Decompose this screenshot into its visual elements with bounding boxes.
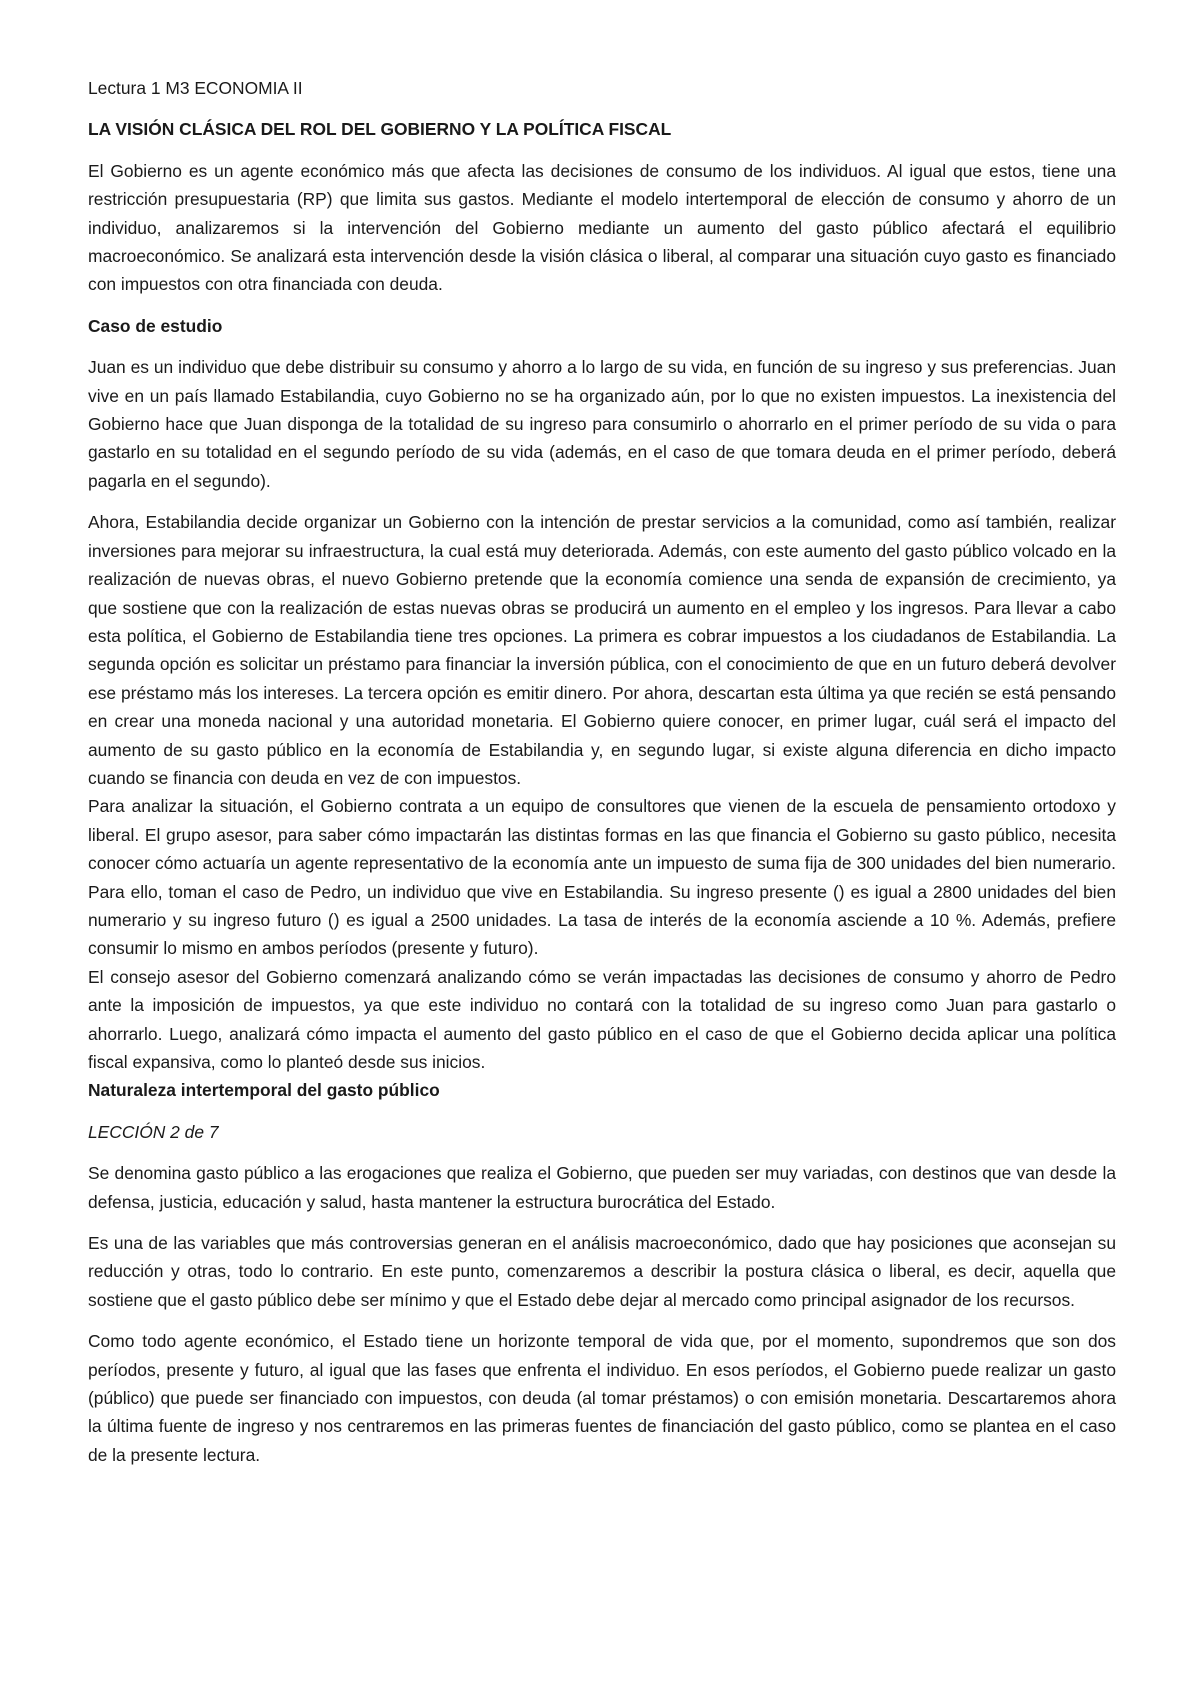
case-study-paragraph-4: El consejo asesor del Gobierno comenzará analizando cómo se verán impactadas las decisiones de consumo y ahorro de Pedro ante la imposición de impuestos, ya que este individuo no contará con la totalidad de su ingreso como Juan para gastarlo o ahorrarlo. Luego, analizará cómo impacta el aumento del gasto público en el caso de que el Gobierno decida aplicar una política fiscal expansiva, como lo planteó desde sus inicios. [88,966,1116,1072]
intertemporal-paragraph-1: Se denomina gasto público a las erogaciones que realiza el Gobierno, que pueden ser muy variadas, con destinos que van desde la defensa, justicia, educación y salud, hasta mantener la estructura burocrática del Estado. [88,1163,1116,1212]
document-body [88,74,1116,1482]
intro-paragraph: El Gobierno es un agente económico más que afecta las decisiones de consumo de los individuos. Al igual que estos, tiene una restricción presupuestaria (RP) que limita sus gastos. Mediante el modelo intertemporal de elección de consumo y ahorro de un individuo, analizaremos si la intervención del Gobierno mediante un aumento del gasto público afectará el equilibrio macroeconómico. Se analizará esta intervención desde la visión clásica o liberal, al comparar una situación cuyo gasto es financiado con impuestos con otra financiada con deuda. [88,160,1116,295]
intertemporal-paragraph-2: Es una de las variables que más controversias generan en el análisis macroeconómico, dado que hay posiciones que aconsejan su reducción y otras, todo lo contrario. En este punto, comenzaremos a describir la postura clásica o liberal, es decir, aquella que sostiene que el gasto público debe ser mínimo y que el Estado debe dejar al mercado como principal asignador de los recursos. [88,1233,1116,1310]
lesson-label: LECCIÓN 2 de 7 [88,1121,219,1142]
case-study-paragraph-3: Para analizar la situación, el Gobierno contrata a un equipo de consultores que vienen de la escuela de pensamiento ortodoxo y liberal. El grupo asesor, para saber cómo impactarán las distintas formas en las que financia el Gobierno su gasto público, necesita conocer cómo actuaría un agente representativo de la economía ante un impuesto de suma fija de 300 unidades del bien numerario. Para ello, toman el caso de Pedro, un individuo que vive en Estabilandia. Su ingreso presente () es igual a 2800 unidades del bien numerario y su ingreso futuro () es igual a 2500 unidades. La tasa de interés de la economía asciende a 10 %. Además, prefiere consumir lo mismo en ambos períodos (presente y futuro). [88,796,1116,959]
document-title: LA VISIÓN CLÁSICA DEL ROL DEL GOBIERNO Y LA POLÍTICA FISCAL [88,119,672,140]
course-line: Lectura 1 M3 ECONOMIA II [88,78,303,98]
case-study-heading: Caso de estudio [88,315,223,336]
case-study-paragraph-2: Ahora, Estabilandia decide organizar un Gobierno con la intención de prestar servicios a la comunidad, como así también, realizar inversiones para mejorar su infraestructura, la cual está muy deteriorada. Además, con este aumento del gasto público volcado en la realización de nuevas obras, el nuevo Gobierno pretende que la economía comience una senda de expansión de crecimiento, ya que sostiene que con la realización de estas nuevas obras se producirá un aumento en el empleo y los ingresos. Para llevar a cabo esta política, el Gobierno de Estabilandia tiene tres opciones. La primera es cobrar impuestos a los ciudadanos de Estabilandia. La segunda opción es solicitar un préstamo para financiar la inversión pública, con el conocimiento de que en un futuro deberá devolver ese préstamo más los intereses. La tercera opción es emitir dinero. Por ahora, descartan esta última ya que recién se está pensando en crear una moneda nacional y una autoridad monetaria. El Gobierno quiere conocer, en primer lugar, cuál será el impacto del aumento de su gasto público en la economía de Estabilandia y, en segundo lugar, si existe alguna diferencia en dicho impacto cuando se financia con deuda en vez de con impuestos. [88,512,1116,788]
intertemporal-heading: Naturaleza intertemporal del gasto público [88,1080,440,1101]
case-study-paragraph-1: Juan es un individuo que debe distribuir su consumo y ahorro a lo largo de su vida, en función de su ingreso y sus preferencias. Juan vive en un país llamado Estabilandia, cuyo Gobierno no se ha organizado aún, por lo que no existen impuestos. La inexistencia del Gobierno hace que Juan disponga de la totalidad de su ingreso para consumirlo o ahorrarlo en el primer período de su vida o para gastarlo en su totalidad en el segundo período de su vida (además, en el caso de que tomara deuda en el primer período, deberá pagarla en el segundo). [88,357,1116,491]
intertemporal-paragraph-3: Como todo agente económico, el Estado tiene un horizonte temporal de vida que, por el momento, supondremos que son dos períodos, presente y futuro, al igual que las fases que enfrenta el individuo. En esos períodos, el Gobierno puede realizar un gasto (público) que puede ser financiado con impuestos, con deuda (al tomar préstamos) o con emisión monetaria. Descartaremos ahora la última fuente de ingreso y nos centraremos en las primeras fuentes de financiación del gasto público, como se plantea en el caso de la presente lectura. [88,1331,1116,1465]
